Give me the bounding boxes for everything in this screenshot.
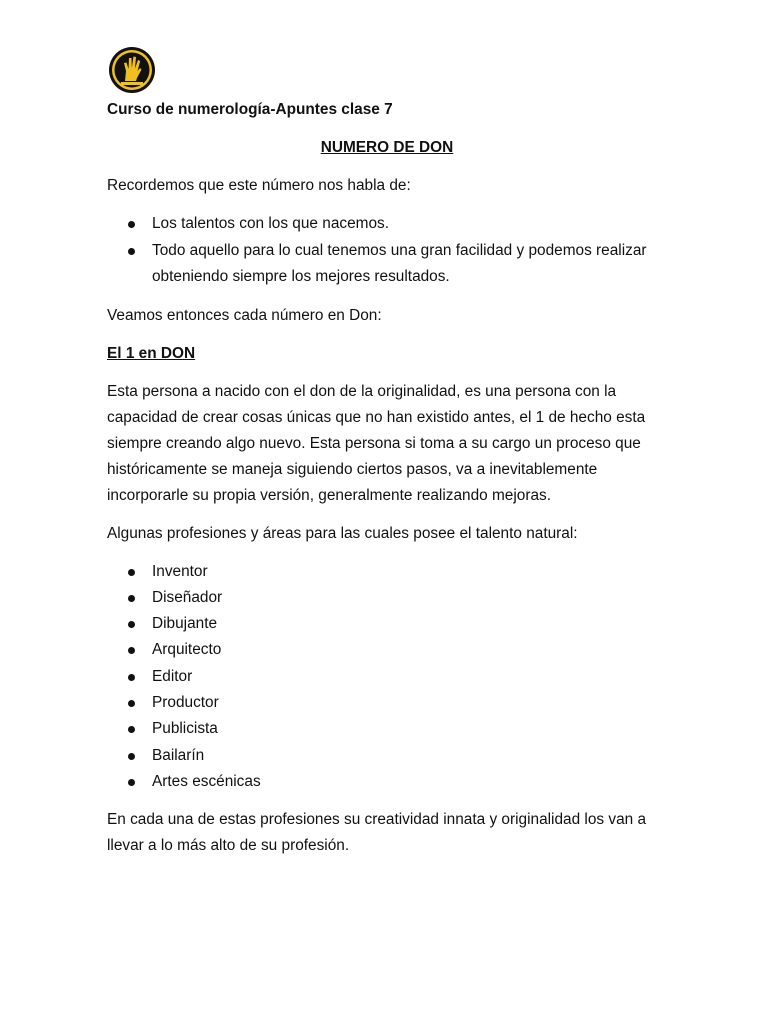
document-content <box>107 97 667 871</box>
logo <box>107 45 157 95</box>
list-item <box>107 769 667 795</box>
hand-logo-icon <box>107 45 157 95</box>
bullet-icon <box>128 621 135 628</box>
bullet-icon <box>128 221 135 228</box>
professions-intro: Algunas profesiones y áreas para las cuales posee el talento natural: <box>107 524 578 542</box>
bullet-icon <box>128 595 135 602</box>
section-title: NUMERO DE DON <box>320 139 454 156</box>
list-item-text: Dibujante <box>152 615 218 633</box>
intro-paragraph: Recordemos que este número nos habla de: <box>107 177 411 194</box>
description-paragraph: Esta persona a nacido con el don de la originalidad, es una persona con la capacidad de crear cosas únicas que no han existido antes, el 1 de hecho esta siempre creando algo nuevo. Esta persona si toma a su cargo un proceso que históricamente se maneja siguiendo ciertos pasos, va a inevitablemente incorporarle su propia versión, generalmente realizando mejoras. <box>107 382 646 504</box>
bullet-icon <box>128 647 135 654</box>
lead-in-paragraph: Veamos entonces cada número en Don: <box>107 306 382 324</box>
bullet-icon <box>128 700 135 707</box>
list-item <box>107 743 667 769</box>
list-item <box>107 637 667 663</box>
closing-paragraph: En cada una de estas profesiones su creatividad innata y originalidad los van a llevar a lo más alto de su profesión. <box>107 811 647 855</box>
bullet-icon <box>128 248 135 255</box>
bullet-icon <box>128 726 135 733</box>
list-item <box>107 716 667 742</box>
list-item <box>107 664 667 690</box>
bullet-icon <box>128 569 135 576</box>
list-item <box>107 611 667 637</box>
list-item-text: Publicista <box>152 720 218 738</box>
list-item-text: Todo aquello para lo cual tenemos una gran facilidad y podemos realizar obteniendo siempre los mejores resultados. <box>152 241 647 285</box>
subheading: El 1 en DON <box>107 344 196 362</box>
list-item-text: Inventor <box>152 562 208 580</box>
list-item-text: Editor <box>152 667 193 685</box>
list-item-text: Los talentos con los que nacemos. <box>152 215 389 232</box>
list-item <box>107 238 667 291</box>
list-item-text: Productor <box>152 693 219 711</box>
talents-list <box>107 211 667 291</box>
list-item <box>107 211 667 238</box>
list-item <box>107 690 667 716</box>
list-item-text: Artes escénicas <box>152 772 261 790</box>
bullet-icon <box>128 674 135 681</box>
professions-list <box>107 559 667 796</box>
bullet-icon <box>128 779 135 786</box>
list-item <box>107 559 667 585</box>
document-title: Curso de numerología-Apuntes clase 7 <box>107 101 393 118</box>
list-item-text: Arquitecto <box>152 641 222 659</box>
list-item-text: Bailarín <box>152 746 205 764</box>
list-item-text: Diseñador <box>152 588 223 606</box>
list-item <box>107 585 667 611</box>
bullet-icon <box>128 753 135 760</box>
